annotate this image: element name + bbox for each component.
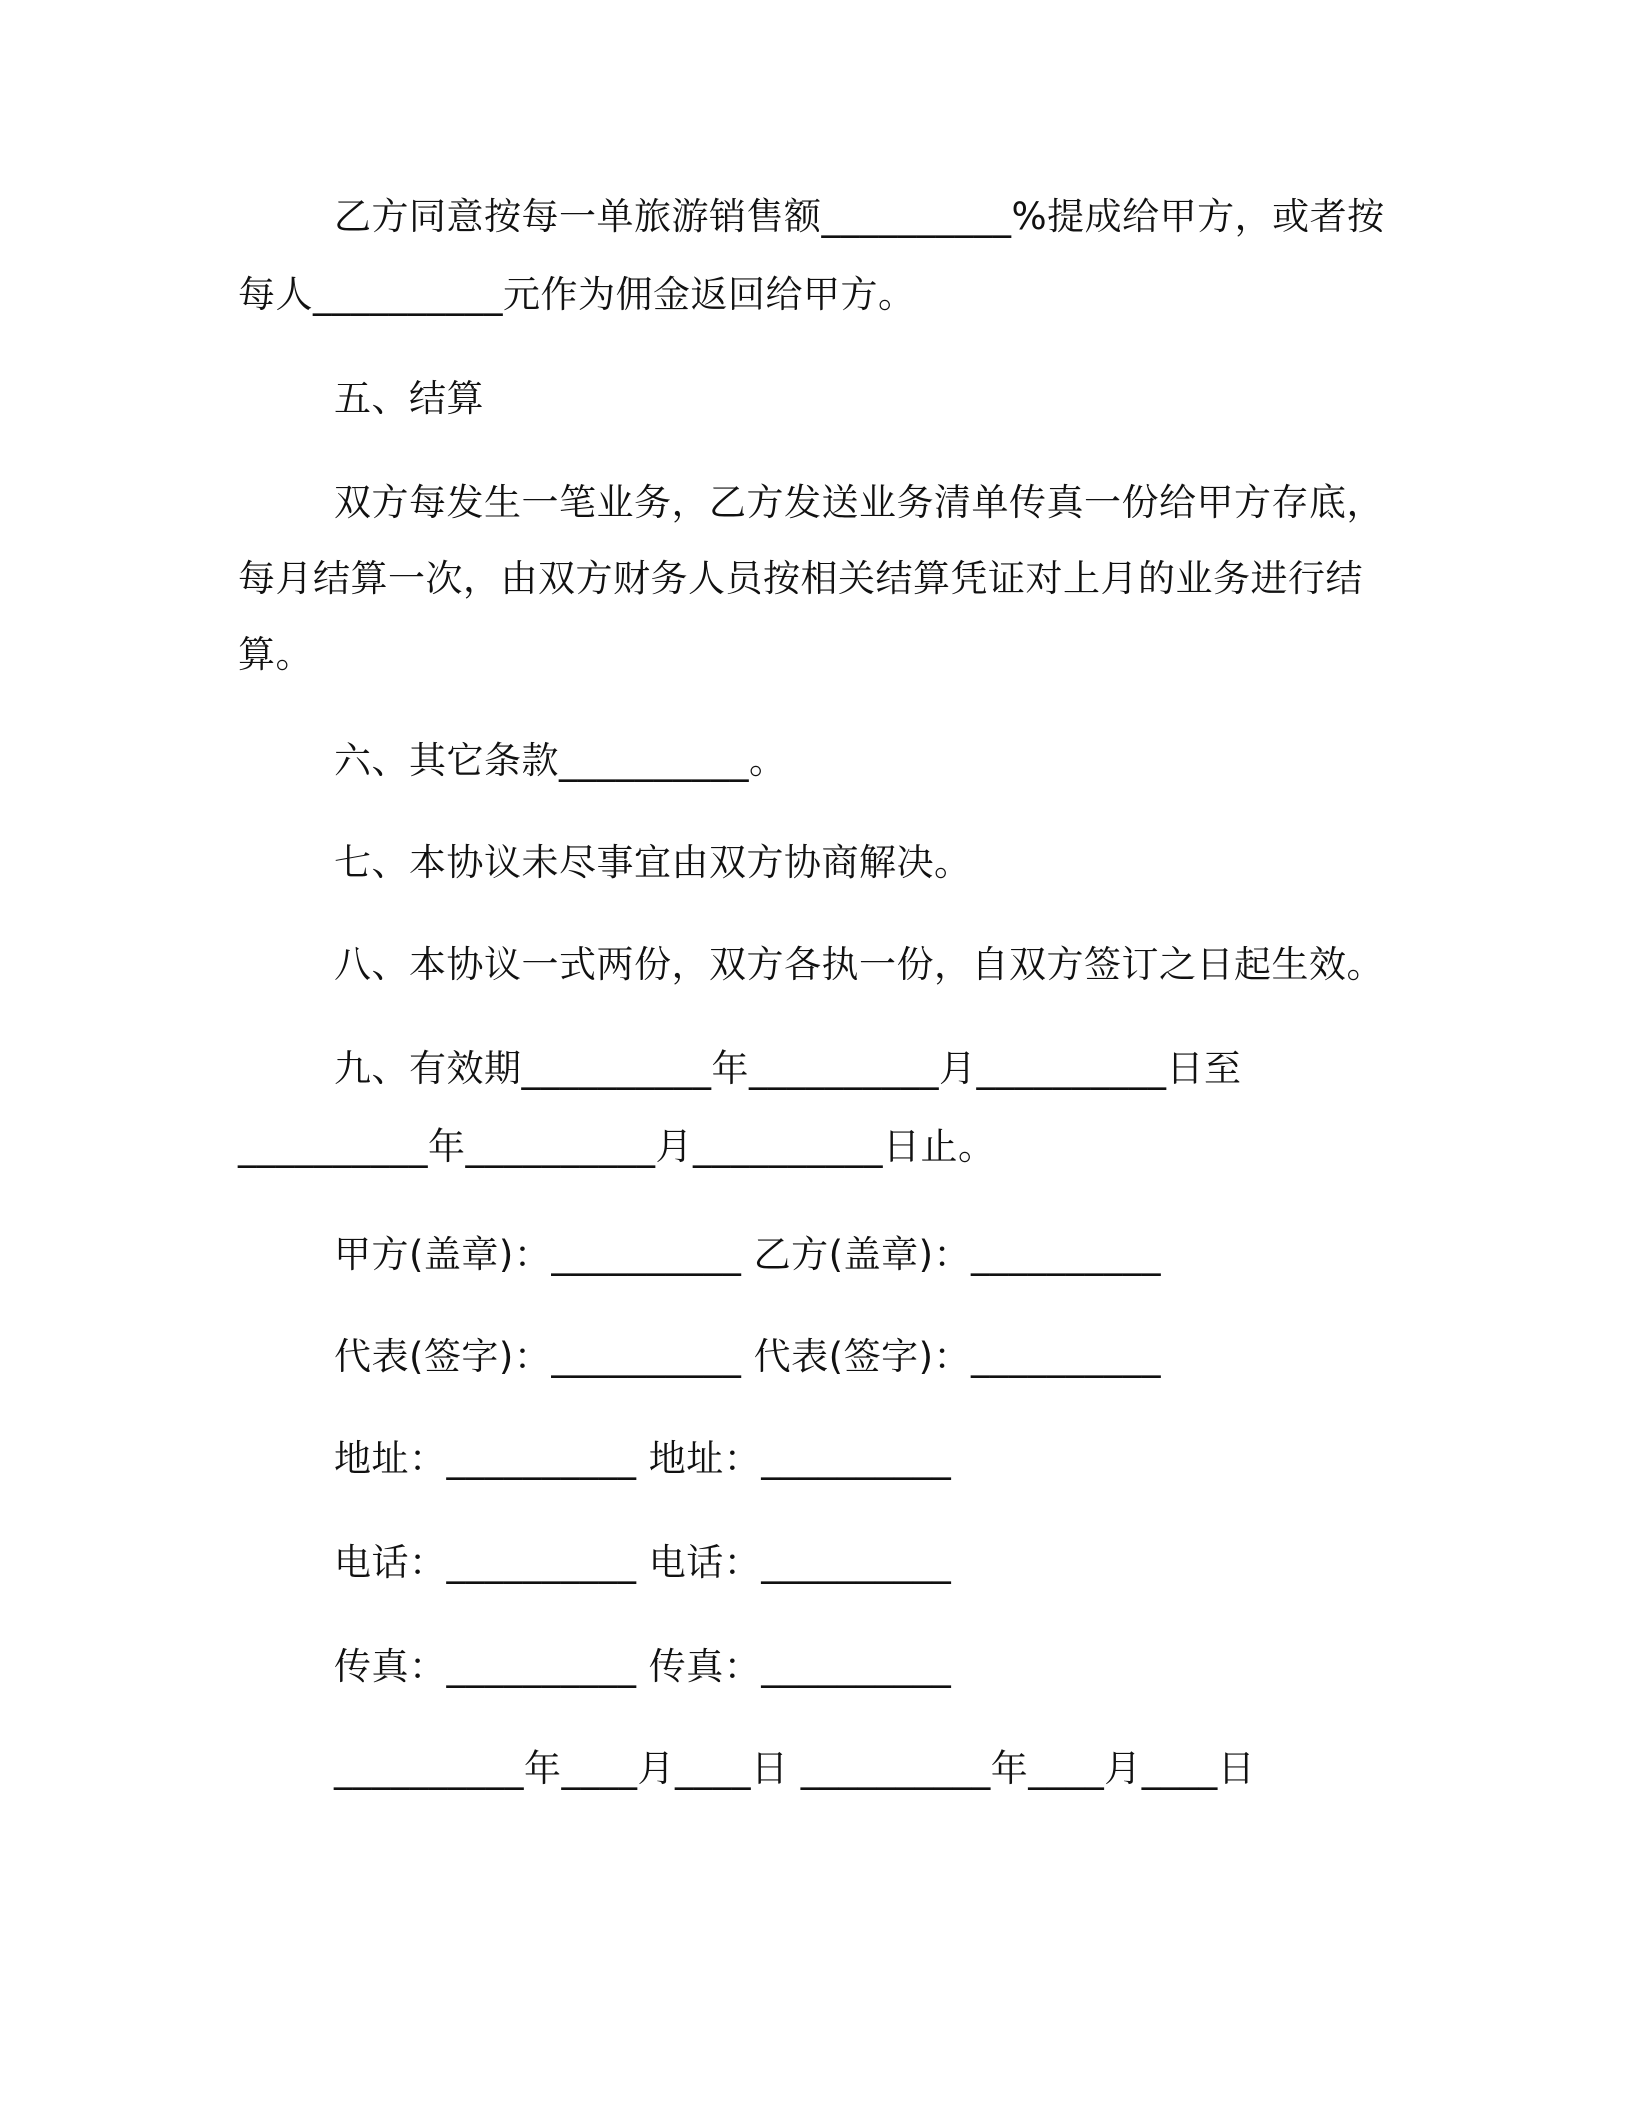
- signing-date-row: __________年____月____日 __________年____月____日: [334, 1747, 1256, 1790]
- address-row: 地址：__________ 地址：__________: [334, 1437, 952, 1480]
- copies-clause: 八、本协议一式两份，双方各执一份，自双方签订之日起生效。: [334, 943, 1384, 986]
- section-heading-settlement: 五、结算: [334, 377, 484, 420]
- validity-period-line-2: __________年__________月__________日止。: [238, 1125, 996, 1168]
- signature-representative-row: 代表(签字)：__________ 代表(签字)：__________: [334, 1335, 1162, 1378]
- validity-period-line-1: 九、有效期__________年__________月__________日至: [334, 1047, 1242, 1090]
- settlement-clause-line-3: 算。: [238, 633, 313, 676]
- commission-clause-line-2: 每人__________元作为佣金返回给甲方。: [238, 273, 916, 316]
- signature-seal-row: 甲方(盖章)：__________ 乙方(盖章)：__________: [334, 1233, 1162, 1276]
- fax-row: 传真：__________ 传真：__________: [334, 1645, 952, 1688]
- other-terms-clause: 六、其它条款__________。: [334, 739, 787, 782]
- settlement-clause-line-2: 每月结算一次，由双方财务人员按相关结算凭证对上月的业务进行结: [238, 557, 1363, 600]
- phone-row: 电话：__________ 电话：__________: [334, 1541, 952, 1584]
- settlement-clause-line-1: 双方每发生一笔业务，乙方发送业务清单传真一份给甲方存底，: [334, 481, 1384, 524]
- commission-clause-line-1: 乙方同意按每一单旅游销售额__________%提成给甲方，或者按: [334, 195, 1385, 238]
- unresolved-matters-clause: 七、本协议未尽事宜由双方协商解决。: [334, 841, 972, 884]
